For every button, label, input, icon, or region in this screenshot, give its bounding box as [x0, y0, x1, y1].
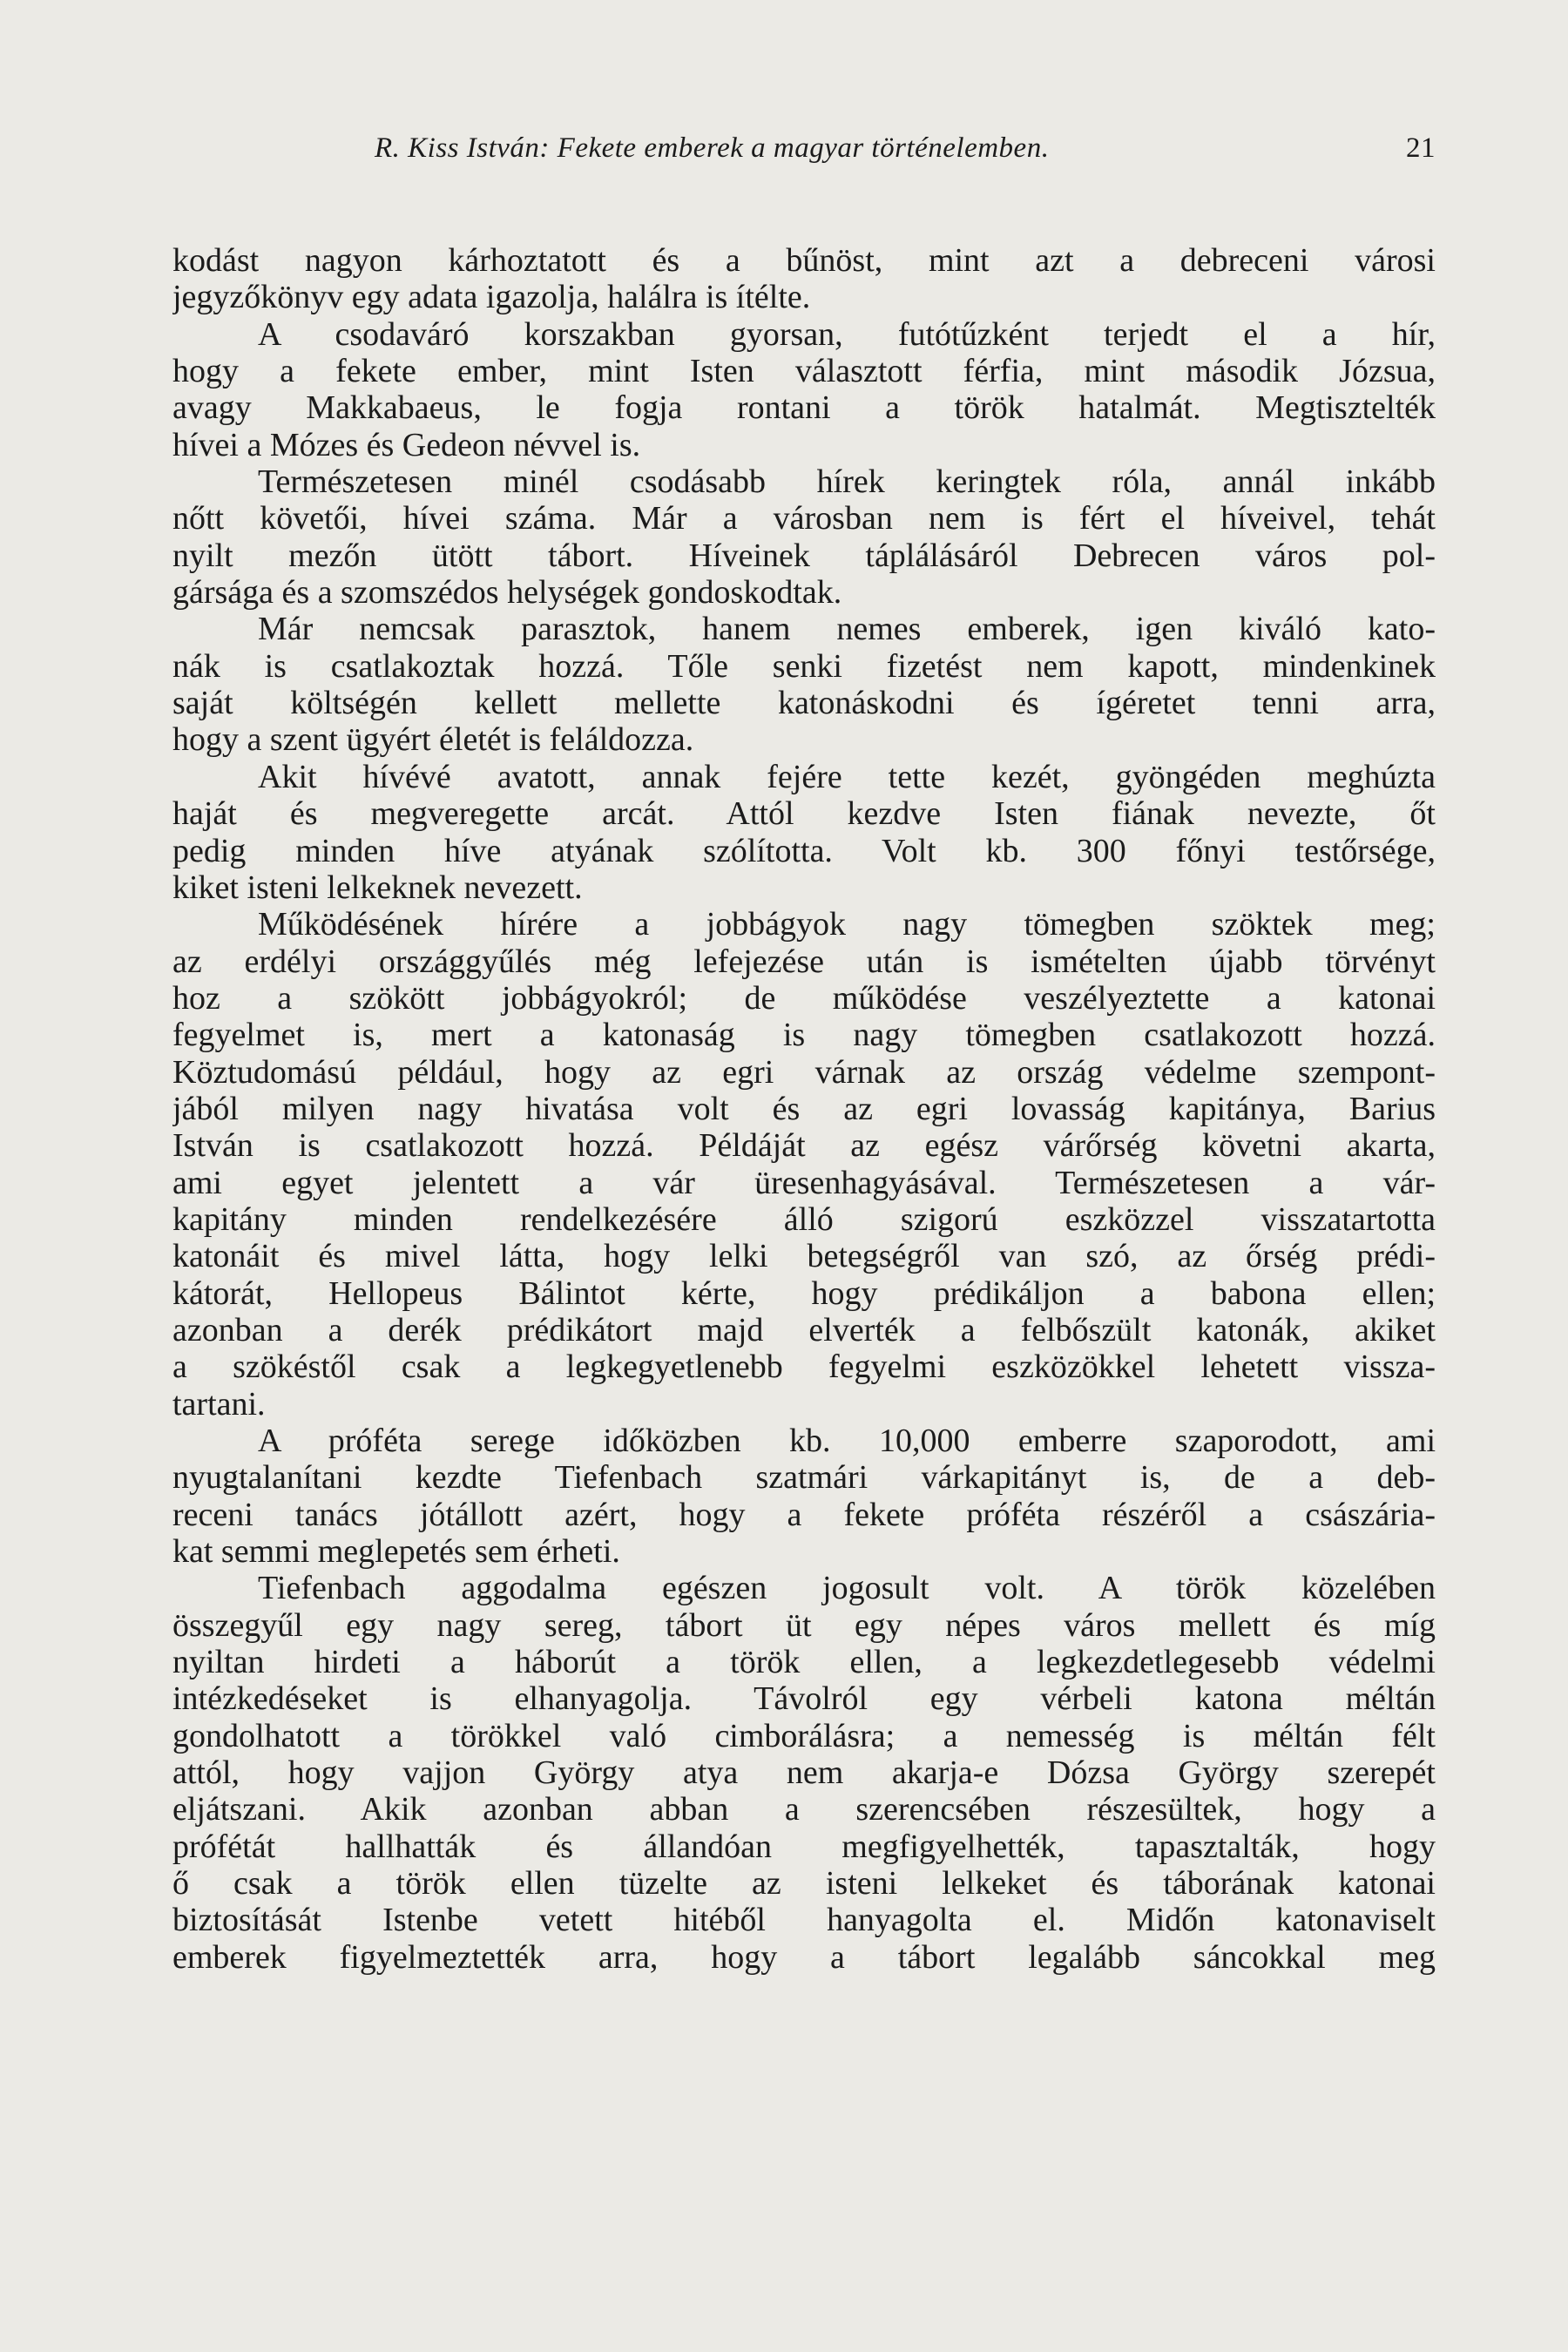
text-line: Akit hívévé avatott, annak fejére tette kezét, gyöngéden meghúzta — [258, 758, 1436, 795]
text-line: gársága és a szomszédos helységek gondoskodtak. — [172, 574, 842, 612]
text-line: A próféta serege időközben kb. 10,000 emberre szaporodott, ami — [258, 1423, 1436, 1459]
text-line: kodást nagyon kárhoztatott és a bűnöst, mint azt a debreceni városi — [172, 242, 1436, 279]
text-line: avagy Makkabaeus, le fogja rontani a török hatalmát. Megtisztelték — [172, 389, 1436, 427]
text-line: haját és megveregette arcát. Attól kezdve Isten fiának nevezte, őt — [172, 795, 1436, 833]
text-line: összegyűl egy nagy sereg, tábort üt egy népes város mellett és míg — [172, 1606, 1436, 1644]
text-line: tartani. — [172, 1385, 266, 1423]
text-line: attól, hogy vajjon György atya nem akarja-e Dózsa György szerepét — [172, 1754, 1436, 1792]
text-line: eljátszani. Akik azonban abban a szerencsében részesültek, hogy a — [172, 1791, 1436, 1828]
text-line: István is csatlakozott hozzá. Példáját az egész várőrség követni akarta, — [172, 1127, 1436, 1165]
text-line: hívei a Mózes és Gedeon névvel is. — [172, 426, 641, 463]
text-line: nyugtalanítani kezdte Tiefenbach szatmári várkapitányt is, de a deb- — [172, 1459, 1436, 1497]
text-line: kat semmi meglepetés sem érheti. — [172, 1533, 620, 1571]
page-number: 21 — [1406, 132, 1436, 164]
text-line: Már nemcsak parasztok, hanem nemes emberek, igen kiváló kato- — [258, 611, 1436, 648]
text-line: Működésének hírére a jobbágyok nagy tömegben szöktek meg; — [258, 906, 1436, 943]
text-line: jából milyen nagy hivatása volt és az egri lovasság kapitánya, Barius — [172, 1090, 1436, 1127]
text-line: hogy a szent ügyért életét is feláldozza. — [172, 721, 694, 759]
text-line: nyiltan hirdeti a háborút a török ellen, a legkezdetlegesebb védelmi — [172, 1644, 1436, 1681]
text-line: saját költségén kellett mellette katonáskodni és ígéretet tenni arra, — [172, 685, 1436, 722]
page-header — [172, 132, 1436, 176]
text-line: ő csak a török ellen tüzelte az isteni lelkeket és táborának katonai — [172, 1865, 1436, 1903]
text-line: fegyelmet is, mert a katonaság is nagy tömegben csatlakozott hozzá. — [172, 1017, 1436, 1054]
text-line: intézkedéseket is elhanyagolja. Távolról egy vérbeli katona méltán — [172, 1680, 1436, 1718]
text-line: A csodaváró korszakban gyorsan, futótűzként terjedt el a hír, — [258, 315, 1436, 353]
text-line: jegyzőkönyv egy adata igazolja, halálra is ítélte. — [172, 279, 811, 316]
text-line: nyilt mezőn ütött tábort. Híveinek táplálásáról Debrecen város pol- — [172, 537, 1436, 574]
text-line: Természetesen minél csodásabb hírek keringtek róla, annál inkább — [258, 463, 1436, 501]
text-line: a szökéstől csak a legkegyetlenebb fegyelmi eszközökkel lehetett vissza- — [172, 1348, 1436, 1386]
text-line: az erdélyi országgyűlés még lefejezése után is ismételten újabb törvényt — [172, 943, 1436, 980]
text-line: biztosítását Istenbe vetett hitéből hanyagolta el. Midőn katonaviselt — [172, 1902, 1436, 1939]
text-line: prófétát hallhatták és állandóan megfigyelhették, tapasztalták, hogy — [172, 1828, 1436, 1865]
text-line: pedig minden híve atyának szólította. Volt kb. 300 főnyi testőrsége, — [172, 832, 1436, 869]
text-line: azonban a derék prédikátort majd elverték a felbőszült katonák, akiket — [172, 1311, 1436, 1348]
text-line: nőtt követői, hívei száma. Már a városban nem is fért el híveivel, tehát — [172, 500, 1436, 537]
text-line: kapitány minden rendelkezésére álló szigorú eszközzel visszatartotta — [172, 1200, 1436, 1238]
text-line: receni tanács jótállott azért, hogy a fekete próféta részéről a császária- — [172, 1496, 1436, 1533]
text-line: kiket isteni lelkeknek nevezett. — [172, 868, 583, 906]
text-line: nák is csatlakoztak hozzá. Tőle senki fizetést nem kapott, mindenkinek — [172, 647, 1436, 685]
text-line: hoz a szökött jobbágyokról; de működése veszélyeztette a katonai — [172, 979, 1436, 1017]
text-line: gondolhatott a törökkel való cimborálásra; a nemesség is méltán félt — [172, 1717, 1436, 1754]
text-line: katonáit és mivel látta, hogy lelki betegségről van szó, az őrség prédi- — [172, 1238, 1436, 1275]
text-line: ami egyet jelentett a vár üresenhagyásával. Természetesen a vár- — [172, 1164, 1436, 1201]
text-line: kátorát, Hellopeus Bálintot kérte, hogy prédikáljon a babona ellen; — [172, 1274, 1436, 1312]
text-line: Köztudomású például, hogy az egri várnak az ország védelme szempont- — [172, 1053, 1436, 1091]
text-line: emberek figyelmeztették arra, hogy a tábort legalább sáncokkal meg — [172, 1938, 1436, 1976]
body-text — [172, 242, 1436, 1976]
running-title: R. Kiss István: Fekete emberek a magyar történelemben. — [375, 132, 1050, 164]
text-line: Tiefenbach aggodalma egészen jogosult volt. A török közelében — [258, 1570, 1436, 1607]
text-line: hogy a fekete ember, mint Isten választott férfia, mint második Józsua, — [172, 353, 1436, 390]
